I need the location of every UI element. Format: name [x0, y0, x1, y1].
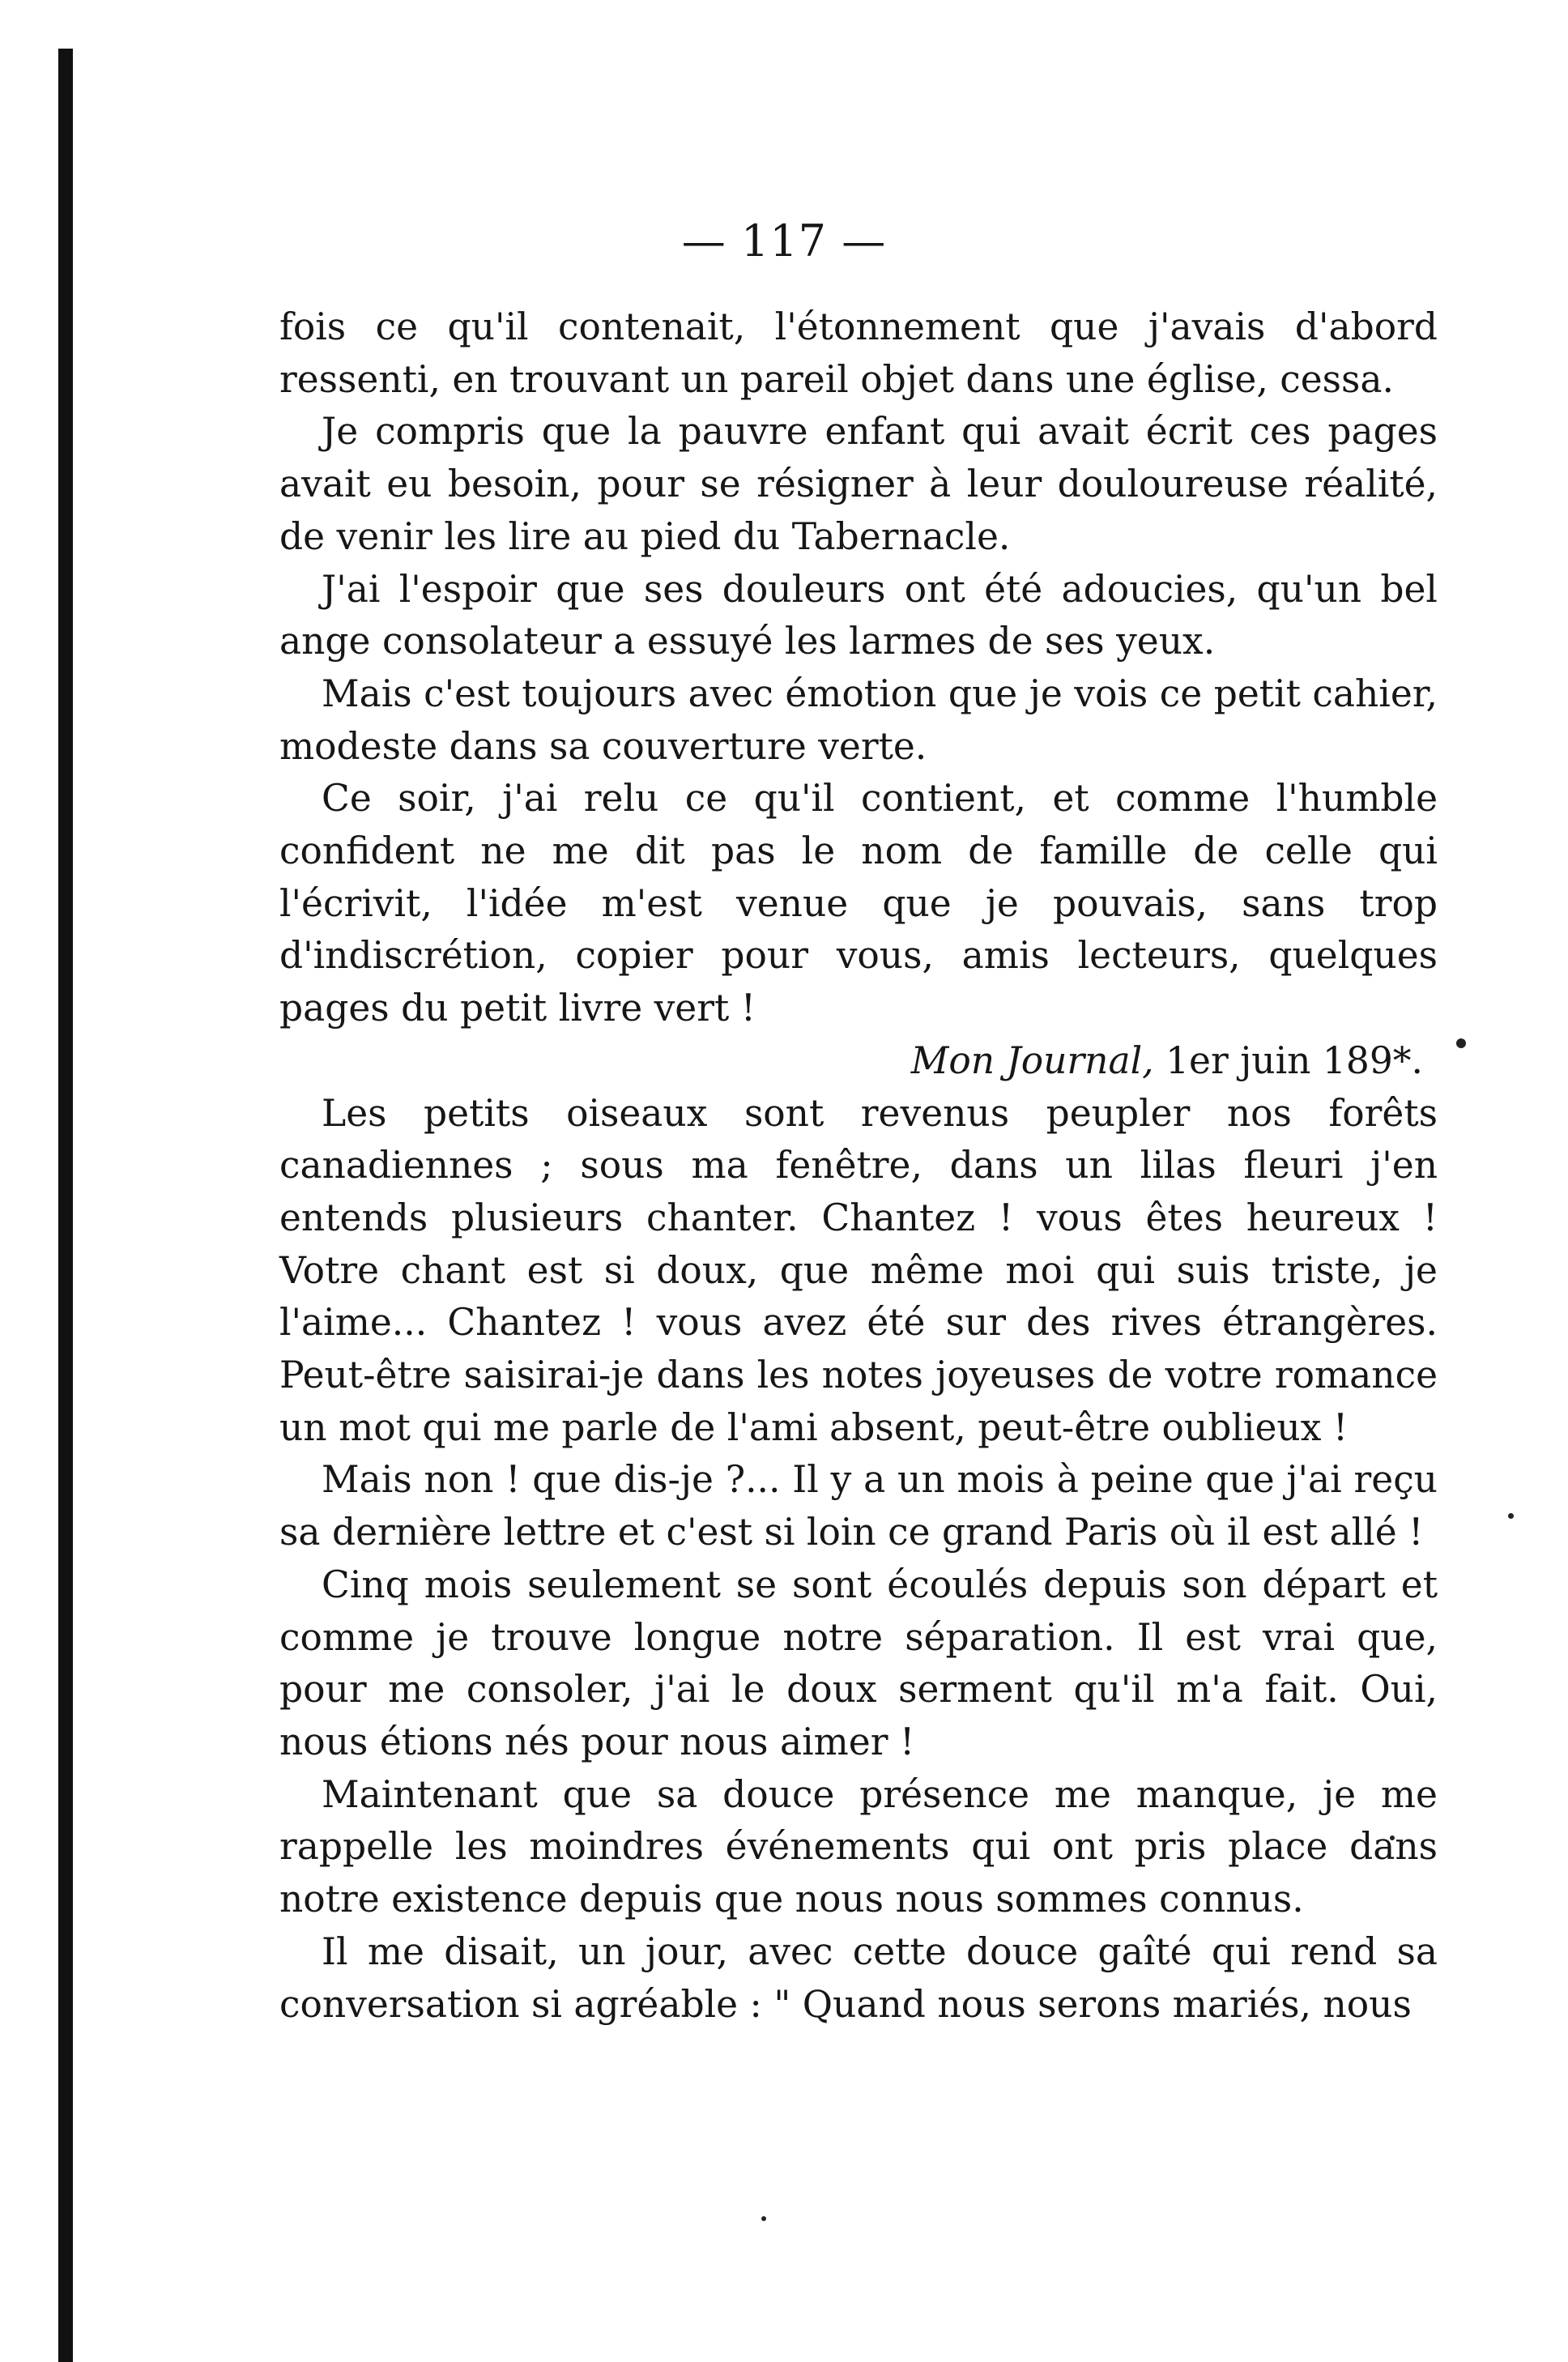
ink-speck [1456, 1038, 1466, 1048]
paragraph: Mais c'est toujours avec émotion que je vois ce petit cahier, modeste dans sa couverture verte. [279, 672, 1438, 768]
page-number: — 117 — [681, 215, 887, 266]
page-body [279, 301, 1438, 2031]
binding-edge [58, 49, 73, 2362]
journal-paragraph: Il me disait, un jour, avec cette douce gaîté qui rend sa conversation si agréable : " Quand nous serons mariés, nous [279, 1929, 1438, 2026]
journal-paragraph: Les petits oiseaux sont revenus peupler nos forêts canadiennes ; sous ma fenêtre, dans un lilas fleuri j'en entends plusieurs chanter. Chantez ! vous êtes heureux ! Votre chant est si doux, que même moi qui suis triste, je l'aime... Chantez ! vous avez été sur des rives étrangères. Peut-être saisirai-je dans les notes joyeuses de votre romance un mot qui me parle de l'ami absent, peut-être oublieux ! [279, 1091, 1438, 1449]
journal-heading [279, 1035, 1438, 1088]
paragraph: Ce soir, j'ai relu ce qu'il contient, et comme l'humble confident ne me dit pas le nom de famille de celle qui l'écrivit, l'idée m'est venue que je pouvais, sans trop d'indiscrétion, copier pour vous, amis lecteurs, quelques pages du petit livre vert ! [279, 777, 1438, 1030]
journal-title: Mon Journal, [910, 1038, 1154, 1082]
journal-paragraph: Mais non ! que dis-je ?... Il y a un mois à peine que j'ai reçu sa dernière lettre et c'est si loin ce grand Paris où il est allé ! [279, 1458, 1438, 1554]
paragraph-continuation: fois ce qu'il contenait, l'étonnement que j'avais d'abord ressenti, en trouvant un pareil objet dans une église, cessa. [279, 305, 1438, 401]
journal-paragraph: Cinq mois seulement se sont écoulés depuis son départ et comme je trouve longue notre séparation. Il est vrai que, pour me consoler, j'ai le doux serment qu'il m'a fait. Oui, nous étions nés pour nous aimer ! [279, 1563, 1438, 1763]
paragraph: J'ai l'espoir que ses douleurs ont été adoucies, qu'un bel ange consolateur a essuyé les larmes de ses yeux. [279, 567, 1438, 663]
journal-paragraph: Maintenant que sa douce présence me manque, je me rappelle les moindres événements qui ont pris place dans notre existence depuis que nous nous sommes connus. [279, 1772, 1438, 1921]
ink-speck [1508, 1513, 1514, 1519]
journal-date: 1er juin 189*. [1165, 1038, 1423, 1082]
paragraph: Je compris que la pauvre enfant qui avait écrit ces pages avait eu besoin, pour se résigner à leur douloureuse réalité, de venir les lire au pied du Tabernacle. [279, 410, 1438, 558]
ink-speck [761, 2216, 766, 2221]
